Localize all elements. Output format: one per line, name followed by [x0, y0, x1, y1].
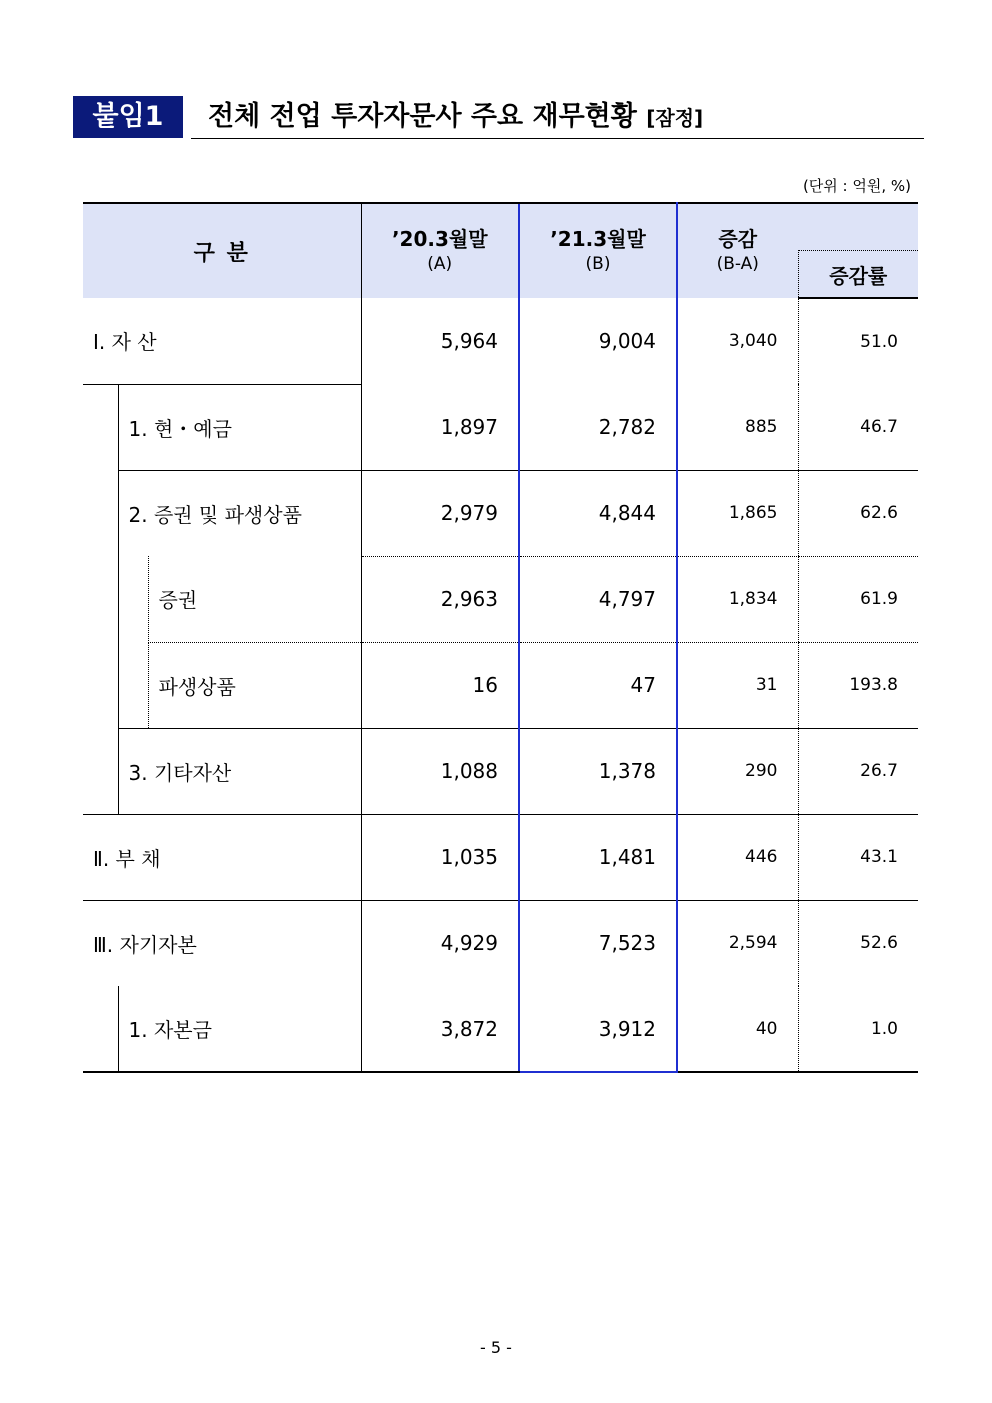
- row-label: 파생상품: [148, 642, 361, 728]
- header-rate: 증감률: [798, 251, 918, 299]
- row-label: 증권: [148, 556, 361, 642]
- title-main: 전체 전업 투자자문사 주요 재무현황: [208, 101, 637, 132]
- table-row: [83, 384, 918, 470]
- header-category: 구 분: [83, 203, 361, 298]
- table-row: [83, 728, 918, 814]
- table-row: [83, 298, 918, 384]
- cell-change: 3,040: [728, 331, 778, 351]
- cell-col-b: 7,523: [519, 900, 677, 986]
- header-change-sub: (B-A): [716, 254, 759, 274]
- title-suffix: [잠정]: [646, 106, 704, 130]
- financial-table: [83, 202, 918, 1073]
- cell-rate: 193.8: [798, 642, 918, 728]
- cell-col-a: 16: [361, 642, 519, 728]
- indent-spacer: [83, 728, 118, 814]
- cell-change: 1,865: [677, 470, 798, 556]
- cell-col-a: 1,035: [361, 814, 519, 900]
- document-title-bar: [73, 96, 924, 140]
- cell-change: 446: [677, 814, 798, 900]
- unit-note: (단위 : 억원, %): [802, 177, 911, 195]
- row-label: 1. 자본금: [118, 986, 361, 1072]
- cell-change: 885: [677, 384, 798, 470]
- cell-col-b: 1,378: [519, 728, 677, 814]
- cell-col-b: 47: [519, 642, 677, 728]
- cell-col-a: 5,964: [361, 298, 519, 384]
- row-label: 3. 기타자산: [118, 728, 361, 814]
- cell-col-a: 3,872: [361, 986, 519, 1072]
- indent-spacer: [83, 642, 118, 728]
- table-row: [83, 556, 918, 642]
- header-col-b-sub: (B): [585, 254, 611, 274]
- row-label: Ⅰ. 자 산: [83, 298, 361, 384]
- header-col-a-main: ’20.3월말: [391, 227, 488, 251]
- cell-col-a: 1,088: [361, 728, 519, 814]
- table-row: [83, 642, 918, 728]
- header-col-a-sub: (A): [427, 254, 453, 274]
- header-blank: [798, 203, 918, 251]
- header-col-b: [519, 203, 677, 298]
- header-col-b-main: ’21.3월말: [550, 227, 646, 251]
- cell-col-a: 2,979: [361, 470, 519, 556]
- cell-change: 1,834: [677, 556, 798, 642]
- indent-spacer: [83, 986, 118, 1072]
- table-row: [83, 900, 918, 986]
- title-underline: [191, 138, 924, 139]
- header-change: [677, 203, 798, 298]
- cell-col-b: 4,797: [519, 556, 677, 642]
- cell-change: 290: [677, 728, 798, 814]
- row-label: 2. 증권 및 파생상품: [118, 470, 361, 556]
- cell-rate: 51.0: [798, 298, 918, 384]
- cell-rate: 61.9: [798, 556, 918, 642]
- cell-col-a: 2,963: [361, 556, 519, 642]
- indent-spacer: [83, 384, 118, 470]
- row-label: Ⅱ. 부 채: [83, 814, 361, 900]
- table-row: [83, 814, 918, 900]
- cell-change: 31: [677, 642, 798, 728]
- cell-col-b: 9,004: [519, 298, 677, 384]
- cell-col-b: 3,912: [519, 986, 677, 1072]
- attachment-badge: 붙임1: [73, 96, 183, 138]
- table-row: [83, 470, 918, 556]
- cell-col-b: 1,481: [519, 814, 677, 900]
- cell-col-a: 4,929: [361, 900, 519, 986]
- cell-rate: 46.7: [798, 384, 918, 470]
- row-label: Ⅲ. 자기자본: [93, 932, 197, 957]
- cell-col-b: 4,844: [519, 470, 677, 556]
- table-row: [83, 986, 918, 1072]
- page-number: - 5 -: [480, 1338, 512, 1357]
- cell-rate: 1.0: [798, 986, 918, 1072]
- indent-spacer: [118, 642, 148, 728]
- indent-spacer: [118, 556, 148, 642]
- cell-rate: 62.6: [798, 470, 918, 556]
- header-change-main: 증감: [718, 227, 758, 251]
- cell-change: 2,594: [728, 933, 778, 954]
- cell-change: 40: [677, 986, 798, 1072]
- cell-col-b: 2,782: [519, 384, 677, 470]
- indent-spacer: [83, 556, 118, 642]
- header-col-a: [361, 203, 519, 298]
- cell-rate: 43.1: [798, 814, 918, 900]
- document-title: [208, 98, 703, 137]
- row-label: 1. 현・예금: [118, 384, 361, 470]
- cell-col-a: 1,897: [361, 384, 519, 470]
- cell-rate: 26.7: [798, 728, 918, 814]
- cell-rate: 52.6: [798, 900, 918, 986]
- indent-spacer: [83, 470, 118, 556]
